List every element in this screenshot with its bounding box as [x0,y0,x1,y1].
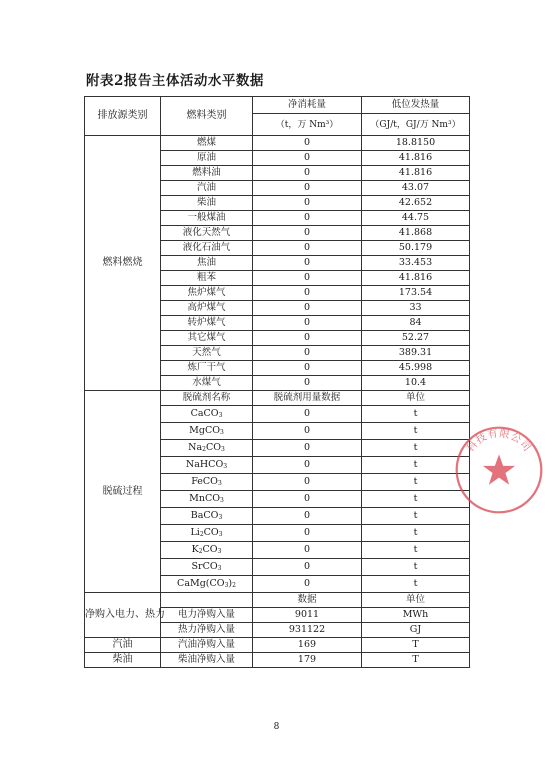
table-row [85,593,470,608]
table-row [85,638,470,653]
table-row [85,136,470,151]
fuel-name: 转炉煤气 [161,316,253,331]
fuel-name: 液化天然气 [161,226,253,241]
fuel-lhv: 43.07 [362,181,470,196]
fuel-lhv: 173.54 [362,286,470,301]
fuel-lhv: 33 [362,301,470,316]
fuel-name: 燃煤 [161,136,253,151]
desulf-agent-amount: 0 [253,406,362,423]
desulf-agent-name: FeCO$_3$ [161,474,253,491]
fuel-consumption: 0 [253,271,362,286]
fuel-lhv: 41.816 [362,151,470,166]
category-diesel: 柴油 [85,653,161,668]
category-desulfurization: 脱硫过程 [85,391,161,593]
fuel-consumption: 0 [253,211,362,226]
fuel-consumption: 0 [253,241,362,256]
desulf-agent-unit: t [362,406,470,423]
fuel-lhv: 84 [362,316,470,331]
fuel-consumption: 0 [253,181,362,196]
fuel-lhv: 50.179 [362,241,470,256]
fuel-consumption: 0 [253,226,362,241]
desulf-agent-name: CaCO$_3$ [161,406,253,423]
fuel-consumption: 0 [253,316,362,331]
category-gasoline: 汽油 [85,638,161,653]
desulf-agent-name: $CaMg(CO_3)_2$ [161,576,253,593]
desulf-agent-name: $Li_2CO_3$ [161,525,253,542]
fuel-name: 粗苯 [161,271,253,286]
fuel-lhv: 42.652 [362,196,470,211]
header-net-consumption-unit: （t，万 Nm³） [253,114,362,136]
desulf-agent-unit: t [362,474,470,491]
desulf-agent-amount: 0 [253,508,362,525]
page-number: 8 [273,722,280,732]
fuel-consumption: 0 [253,151,362,166]
desulf-agent-amount: 0 [253,576,362,593]
desulf-agent-unit: t [362,457,470,474]
fuel-name: 焦油 [161,256,253,271]
fuel-lhv: 18.8150 [362,136,470,151]
desulf-agent-unit: t [362,440,470,457]
desulf-agent-name: $K_2CO_3$ [161,542,253,559]
fuel-name: 一般煤油 [161,211,253,226]
fuel-name: 其它煤气 [161,331,253,346]
desulf-header-amount: 脱硫剂用量数据 [253,391,362,406]
purchase-header-blank [161,593,253,608]
category-purchased-power-heat: 净购入电力、热力 [85,593,161,638]
desulf-agent-unit: t [362,423,470,440]
desulf-agent-name: BaCO$_3$ [161,508,253,525]
desulf-agent-name: MgCO$_3$ [161,423,253,440]
fuel-lhv: 41.868 [362,226,470,241]
table-row [85,391,470,406]
fuel-name: 炼厂干气 [161,361,253,376]
fuel-consumption: 0 [253,301,362,316]
fuel-name: 液化石油气 [161,241,253,256]
fuel-name: 水煤气 [161,376,253,391]
desulf-agent-unit: t [362,542,470,559]
desulf-agent-unit: t [362,559,470,576]
desulf-header-unit: 单位 [362,391,470,406]
desulf-agent-amount: 0 [253,440,362,457]
desulf-agent-name: $Na_2CO_3$ [161,440,253,457]
purchase-item-unit: MWh [362,608,470,623]
desulf-agent-amount: 0 [253,559,362,576]
desulf-agent-unit: t [362,576,470,593]
gasoline-purchase-value: 169 [253,638,362,653]
header-net-consumption: 净消耗量 [253,97,362,114]
fuel-consumption: 0 [253,346,362,361]
desulf-agent-amount: 0 [253,457,362,474]
page-title: 附表2报告主体活动水平数据 [86,73,264,89]
desulf-agent-name: NaHCO$_3$ [161,457,253,474]
fuel-lhv: 33.453 [362,256,470,271]
fuel-name: 燃料油 [161,166,253,181]
desulf-agent-amount: 0 [253,474,362,491]
desulf-agent-amount: 0 [253,542,362,559]
purchase-item-value: 931122 [253,623,362,638]
fuel-name: 天然气 [161,346,253,361]
purchase-header-unit: 单位 [362,593,470,608]
desulf-header-agent: 脱硫剂名称 [161,391,253,406]
purchase-header-data: 数据 [253,593,362,608]
category-fuel-combustion: 燃料燃烧 [85,136,161,391]
fuel-consumption: 0 [253,361,362,376]
desulf-agent-amount: 0 [253,525,362,542]
gasoline-purchase-name: 汽油净购入量 [161,638,253,653]
svg-text:科技有限公司: 科技有限公司 [465,428,533,455]
fuel-name: 原油 [161,151,253,166]
fuel-consumption: 0 [253,166,362,181]
fuel-consumption: 0 [253,376,362,391]
purchase-item-unit: GJ [362,623,470,638]
purchase-item-value: 9011 [253,608,362,623]
purchase-item-name: 电力净购入量 [161,608,253,623]
fuel-name: 焦炉煤气 [161,286,253,301]
desulf-agent-unit: t [362,525,470,542]
table-row [85,653,470,668]
fuel-name: 高炉煤气 [161,301,253,316]
fuel-name: 汽油 [161,181,253,196]
fuel-lhv: 45.998 [362,361,470,376]
fuel-name: 柴油 [161,196,253,211]
activity-data-table [84,96,470,668]
fuel-lhv: 44.75 [362,211,470,226]
desulf-agent-unit: t [362,491,470,508]
desulf-agent-name: SrCO$_3$ [161,559,253,576]
gasoline-purchase-unit: T [362,638,470,653]
diesel-purchase-name: 柴油净购入量 [161,653,253,668]
header-fuel-type: 燃料类别 [161,97,253,136]
desulf-agent-unit: t [362,508,470,525]
diesel-purchase-unit: T [362,653,470,668]
fuel-lhv: 41.816 [362,271,470,286]
fuel-lhv: 52.27 [362,331,470,346]
fuel-consumption: 0 [253,196,362,211]
fuel-consumption: 0 [253,331,362,346]
diesel-purchase-value: 179 [253,653,362,668]
purchase-item-name: 热力净购入量 [161,623,253,638]
fuel-consumption: 0 [253,256,362,271]
desulf-agent-name: MnCO$_3$ [161,491,253,508]
company-seal-stamp [453,424,545,516]
header-source-category: 排放源类别 [85,97,161,136]
fuel-consumption: 0 [253,286,362,301]
fuel-lhv: 41.816 [362,166,470,181]
fuel-lhv: 10.4 [362,376,470,391]
fuel-consumption: 0 [253,136,362,151]
desulf-agent-amount: 0 [253,423,362,440]
header-lhv-unit: （GJ/t，GJ/万 Nm³） [362,114,470,136]
header-lhv: 低位发热量 [362,97,470,114]
desulf-agent-amount: 0 [253,491,362,508]
fuel-lhv: 389.31 [362,346,470,361]
